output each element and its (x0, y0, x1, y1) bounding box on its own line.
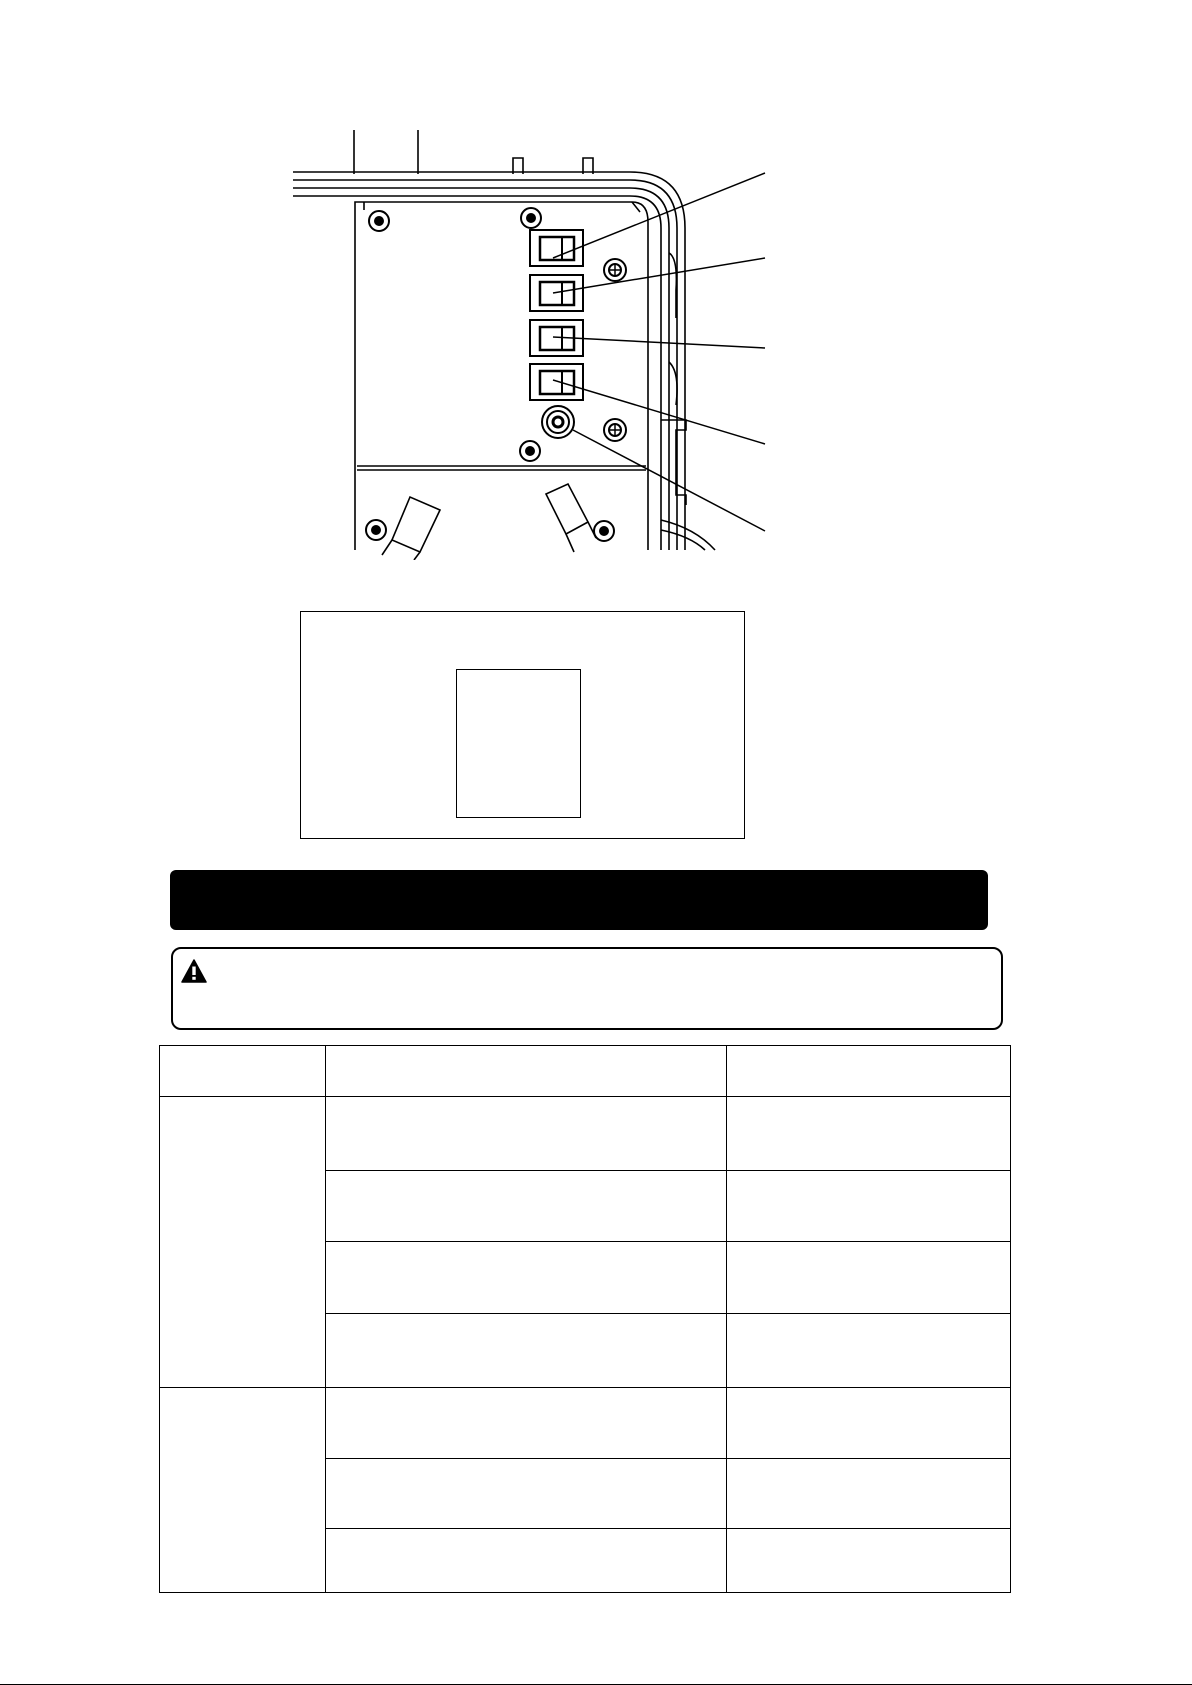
screw-icon (604, 419, 626, 441)
warning-box (171, 947, 1003, 1030)
table-cell (727, 1097, 1011, 1171)
dip-switch-detail (300, 611, 745, 839)
indicator-lamp (542, 406, 574, 438)
screw-icon (520, 441, 540, 461)
table-group-label (160, 1097, 326, 1388)
table-cell (326, 1097, 727, 1171)
screw-icon (366, 520, 386, 540)
screw-icon (369, 211, 389, 231)
callout-line-1 (553, 173, 765, 258)
section-title-bar (170, 870, 988, 930)
table-cell (326, 1529, 727, 1593)
settings-table (159, 1045, 1011, 1593)
table-cell (326, 1459, 727, 1529)
table-header-row (160, 1046, 1011, 1097)
table-cell (727, 1459, 1011, 1529)
warning-triangle-icon (181, 959, 207, 983)
callout-line-3 (553, 337, 765, 348)
table-group-label (160, 1388, 326, 1593)
table-header-cell (727, 1046, 1011, 1097)
table-header-cell (326, 1046, 727, 1097)
screw-icon (604, 259, 626, 281)
table-row (160, 1097, 1011, 1171)
table-cell (727, 1242, 1011, 1314)
rocker-switch-1 (530, 230, 583, 266)
table-row (160, 1388, 1011, 1459)
rocker-switch-4 (530, 364, 583, 400)
screw-icon (521, 208, 541, 228)
callout-line-4 (553, 380, 765, 444)
table-header-cell (160, 1046, 326, 1097)
callout-line-2 (553, 258, 765, 293)
table-cell (326, 1242, 727, 1314)
table-cell (326, 1171, 727, 1242)
table-cell (727, 1529, 1011, 1593)
screw-icon (594, 521, 614, 541)
table-cell (727, 1314, 1011, 1388)
control-panel-illustration (0, 0, 1192, 560)
dip-switch-window (456, 669, 581, 818)
table-cell (326, 1314, 727, 1388)
table-cell (727, 1388, 1011, 1459)
table-cell (727, 1171, 1011, 1242)
table-cell (326, 1388, 727, 1459)
